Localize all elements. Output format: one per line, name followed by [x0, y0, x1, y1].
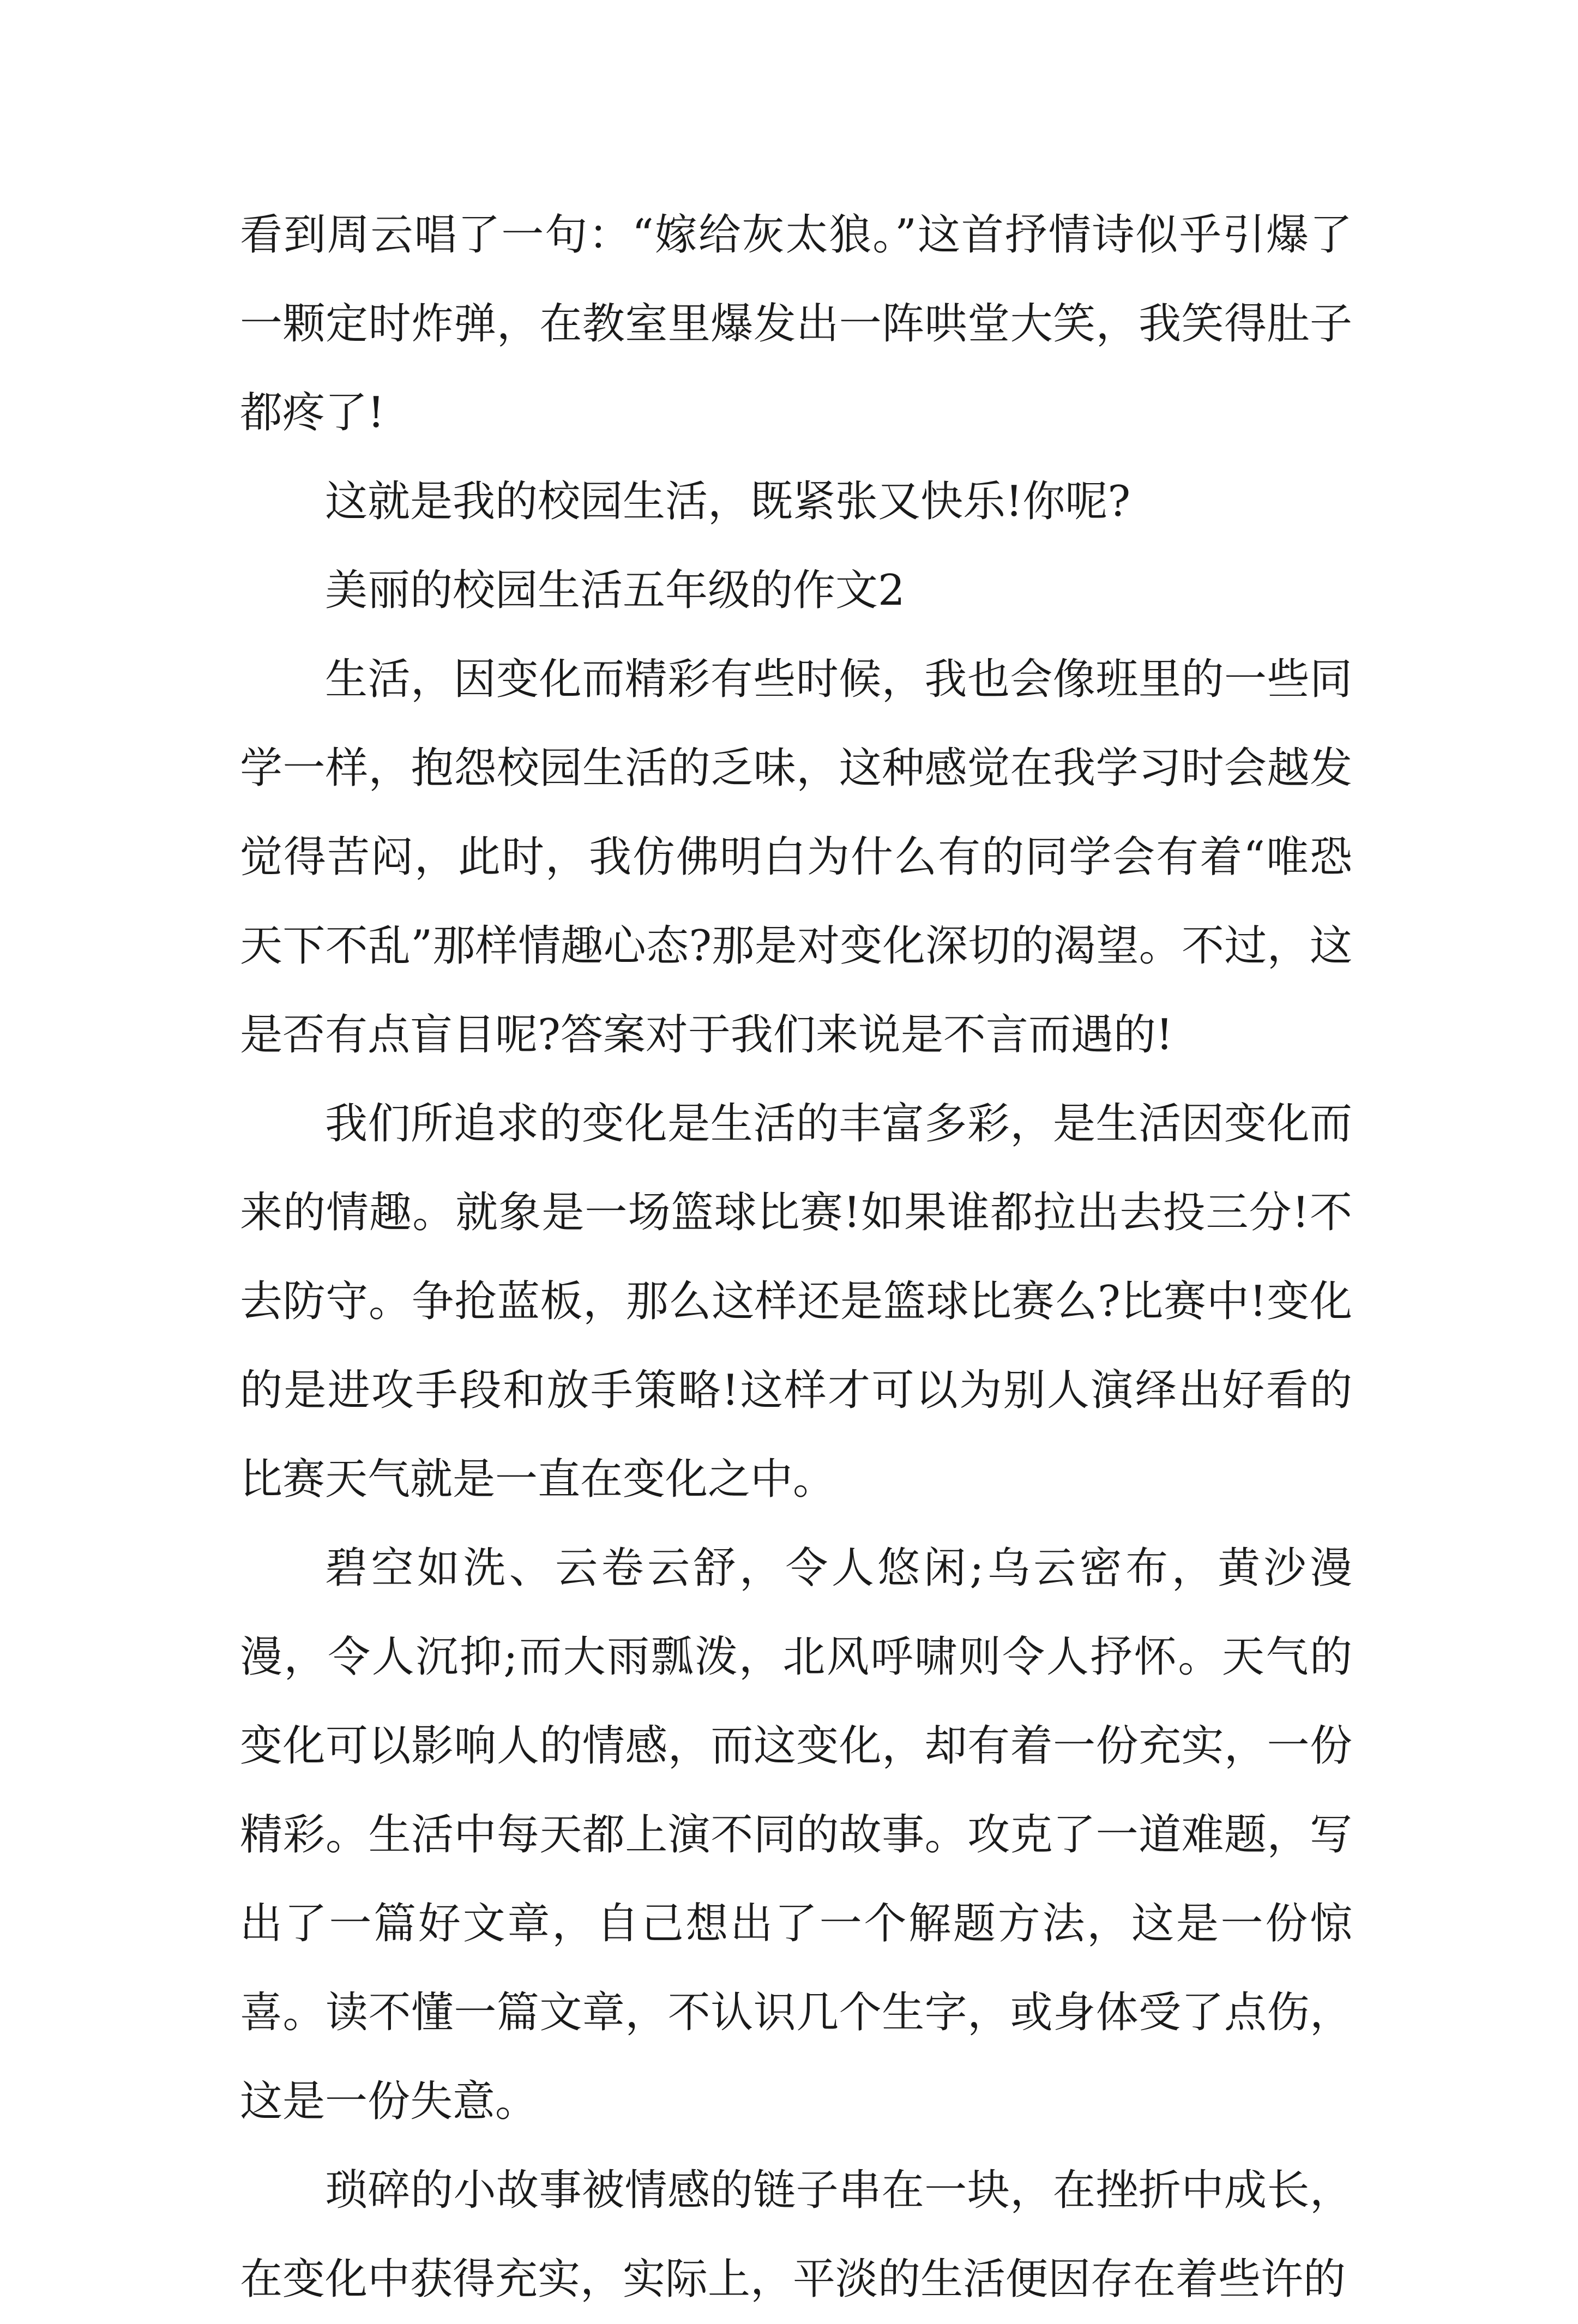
paragraph-continuation: 看到周云唱了一句：“嫁给灰太狼。”这首抒情诗似乎引爆了一颗定时炸弹，在教室里爆发出一阵哄堂大笑，我笑得肚子都疼了!: [240, 210, 1352, 437]
paragraph-conclusion: 这就是我的校园生活，既紧张又快乐!你呢?: [325, 477, 1131, 526]
document-page: [240, 191, 1352, 2324]
paragraph-body-1: 生活，因变化而精彩有些时候，我也会像班里的一些同学一样，抱怨校园生活的乏味，这种感觉在我学习时会越发觉得苦闷，此时，我仿佛明白为什么有的同学会有着“唯恐天下不乱”那样情趣心态?那是对变化深切的渴望。不过，这是否有点盲目呢?答案对于我们来说是不言而遇的!: [240, 655, 1352, 1059]
paragraph-body-2: 我们所追求的变化是生活的丰富多彩，是生活因变化而来的情趣。就象是一场篮球比赛!如果谁都拉出去投三分!不去防守。争抢蓝板，那么这样还是篮球比赛么?比赛中!变化的是进攻手段和放手策略!这样才可以为别人演绎出好看的比赛天气就是一直在变化之中。: [240, 1099, 1352, 1504]
essay-heading: 美丽的校园生活五年级的作文2: [325, 566, 905, 615]
paragraph-body-4: 琐碎的小故事被情感的链子串在一块，在挫折中成长，在变化中获得充实，实际上，平淡的生活便因存在着些许的: [240, 2166, 1352, 2304]
paragraph-body-3: 碧空如洗、云卷云舒，令人悠闲;乌云密布，黄沙漫漫，令人沉抑;而大雨瓢泼，北风呼啸则令人抒怀。天气的变化可以影响人的情感，而这变化，却有着一份充实，一份精彩。生活中每天都上演不同的故事。攻克了一道难题，写出了一篇好文章，自己想出了一个解题方法，这是一份惊喜。读不懂一篇文章，不认识几个生字，或身体受了点伤，这是一份失意。: [240, 1544, 1352, 2126]
